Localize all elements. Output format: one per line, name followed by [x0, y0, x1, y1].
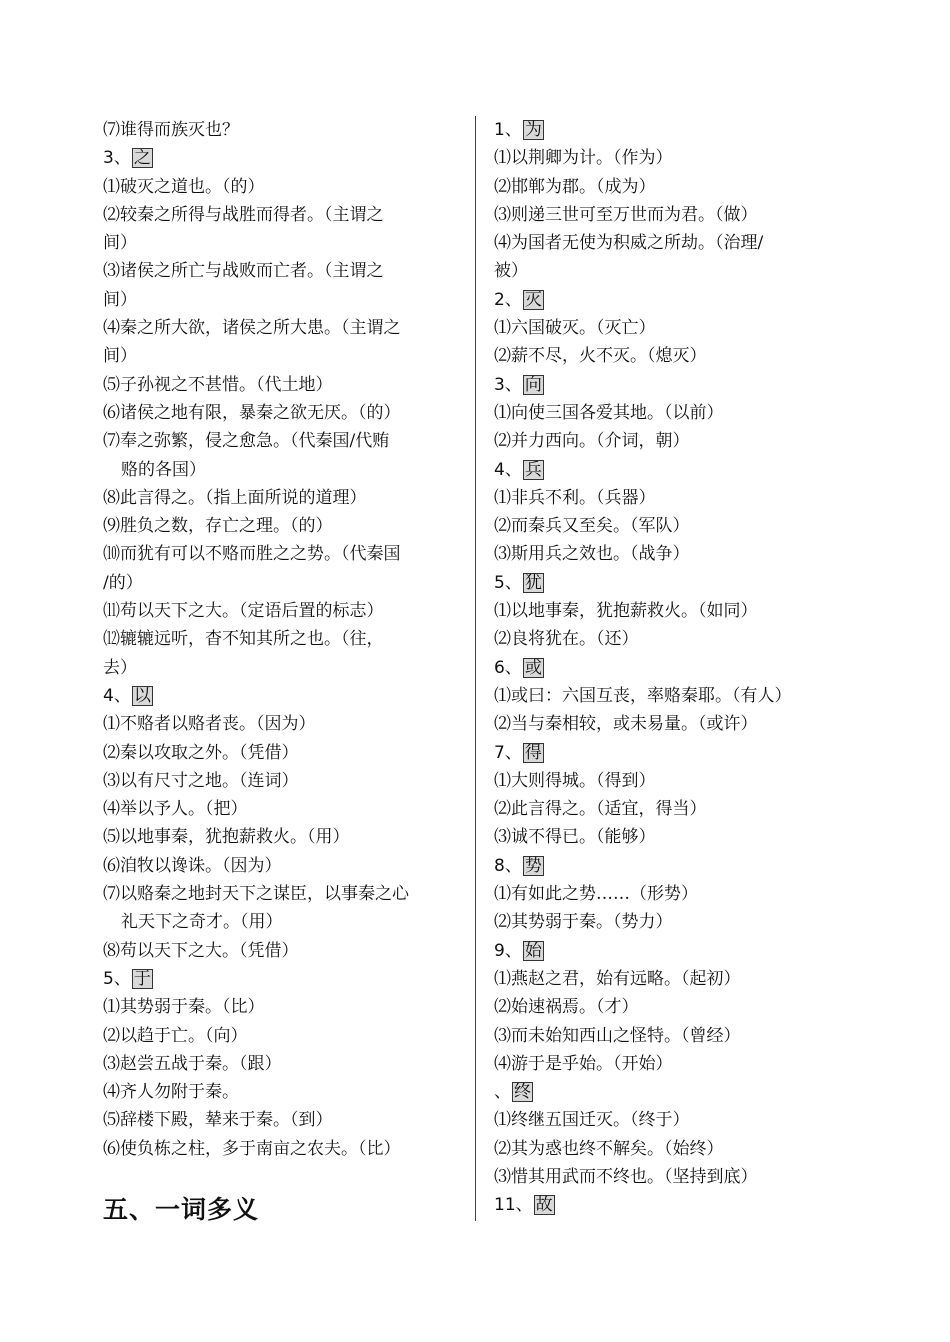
example-line: ⑵薪不尽，火不灭。（熄灭）: [494, 346, 707, 367]
example-continuation: 被）: [494, 261, 528, 282]
example-line: ⑽而犹有可以不赂而胜之之势。（代秦国: [103, 544, 401, 565]
word-heading: [103, 682, 458, 710]
heading-word: 得: [524, 742, 542, 763]
example-line: ⑹洎牧以谗诛。（因为）: [103, 855, 282, 876]
example-line: ⑹诸侯之地有限，暴秦之欲无厌。（的）: [103, 402, 401, 423]
example-continuation: 赂的各国）: [121, 459, 206, 480]
heading-number: 3、: [103, 148, 131, 169]
example-line: ⑴非兵不利。（兵器）: [494, 487, 656, 508]
example-line: ⑴或曰：六国互丧，率赂秦耶。（有人）: [494, 685, 792, 706]
example-continuation: 礼天下之奇才。（用）: [121, 912, 283, 933]
right-column: [494, 116, 854, 1220]
example-line: ⑴以荆卿为计。（作为）: [494, 148, 673, 169]
example-line: ⑴终继五国迁灭。（终于）: [494, 1110, 690, 1131]
example-line: ⑵秦以攻取之外。（凭借）: [103, 742, 299, 763]
example-line: ⑷游于是乎始。（开始）: [494, 1053, 673, 1074]
example-line: ⑵其为惑也终不解矣。（始终）: [494, 1138, 724, 1159]
example-line: ⑴向使三国各爱其地。（以前）: [494, 402, 724, 423]
example-continuation: 间）: [103, 289, 137, 310]
example-line: ⑾苟以天下之大。（定语后置的标志）: [103, 601, 384, 622]
example-line: ⑵当与秦相较，或未易量。（或许）: [494, 714, 758, 735]
word-heading: [103, 965, 458, 993]
word-heading: [494, 654, 854, 682]
example-line: ⑷为国者无使为积威之所劫。（治理/: [494, 233, 764, 254]
column-divider: [475, 116, 476, 1221]
example-line: ⑴有如此之势……（形势）: [494, 884, 698, 905]
heading-number: 11、: [494, 1195, 533, 1216]
example-line: ⑴燕赵之君，始有远略。（起初）: [494, 968, 741, 989]
example-line: ⑴破灭之道也。（的）: [103, 176, 265, 197]
heading-word: 兵: [524, 459, 542, 480]
example-continuation: 去）: [103, 657, 137, 678]
heading-number: 8、: [494, 855, 522, 876]
heading-number: 2、: [494, 289, 522, 310]
word-heading: [494, 371, 854, 399]
word-heading: [494, 1191, 854, 1219]
heading-word: 以: [133, 685, 151, 706]
example-line: ⑶以有尺寸之地。（连词）: [103, 770, 299, 791]
heading-word: 灭: [524, 289, 542, 310]
example-line: ⑶斯用兵之效也。（战争）: [494, 544, 690, 565]
example-line: ⑺奉之弥繁，侵之愈急。（代秦国/代贿: [103, 431, 390, 452]
example-line: ⑼胜负之数，存亡之理。（的）: [103, 516, 333, 537]
example-line: ⑷齐人勿附于秦。: [103, 1082, 239, 1103]
word-heading: [494, 937, 854, 965]
example-line: ⑴其势弱于秦。（比）: [103, 997, 265, 1018]
example-line: ⑶诸侯之所亡与战败而亡者。（主谓之: [103, 261, 384, 282]
example-line: ⑵以趋于亡。（向）: [103, 1025, 248, 1046]
heading-word: 势: [524, 855, 542, 876]
example-line: ⑵良将犹在。（还）: [494, 629, 639, 650]
example-continuation: 间）: [103, 346, 137, 367]
heading-number: 5、: [494, 572, 522, 593]
example-line: ⑴不赂者以赂者丧。（因为）: [103, 714, 316, 735]
heading-number: 4、: [494, 459, 522, 480]
heading-word: 于: [133, 968, 151, 989]
heading-word: 故: [535, 1195, 553, 1216]
example-line: ⑵邯郸为郡。（成为）: [494, 176, 656, 197]
word-heading: [494, 116, 854, 144]
example-continuation: 间）: [103, 233, 137, 254]
heading-number: 4、: [103, 685, 131, 706]
heading-word: 或: [524, 657, 542, 678]
word-heading: [494, 569, 854, 597]
example-line: ⑸辞楼下殿，辇来于秦。（到）: [103, 1110, 333, 1131]
heading-number: 3、: [494, 374, 522, 395]
section-title: 五、一词多义: [103, 1195, 260, 1224]
heading-word: 始: [524, 940, 542, 961]
example-line: ⑵而秦兵又至矣。（军队）: [494, 516, 690, 537]
heading-number: 9、: [494, 940, 522, 961]
example-line: ⑶赵尝五战于秦。（跟）: [103, 1053, 282, 1074]
example-line: ⑺谁得而族灭也？: [103, 120, 239, 140]
heading-word: 犹: [524, 572, 542, 593]
word-heading: [494, 1078, 854, 1106]
example-line: ⑻此言得之。（指上面所说的道理）: [103, 487, 367, 508]
heading-number: 6、: [494, 657, 522, 678]
word-heading: [494, 739, 854, 767]
example-line: ⑶诚不得已。（能够）: [494, 827, 656, 848]
example-line: ⑻苟以天下之大。（凭借）: [103, 940, 299, 961]
example-line: ⑺以赂秦之地封天下之谋臣，以事秦之心: [103, 884, 409, 905]
word-heading: [103, 144, 458, 172]
example-line: ⑵此言得之。（适宜，得当）: [494, 799, 707, 820]
heading-word: 之: [133, 148, 151, 169]
word-heading: [494, 456, 854, 484]
example-line: ⑵并力西向。（介词，朝）: [494, 431, 690, 452]
example-line: ⑸以地事秦，犹抱薪救火。（用）: [103, 827, 350, 848]
heading-number: 、: [494, 1082, 511, 1103]
example-line: ⑴六国破灭。（灭亡）: [494, 318, 656, 339]
example-line: ⑴以地事秦，犹抱薪救火。（如同）: [494, 601, 758, 622]
heading-number: 5、: [103, 968, 131, 989]
example-line: ⑶惜其用武而不终也。（坚持到底）: [494, 1166, 758, 1187]
word-heading: [494, 852, 854, 880]
example-line: ⑹使负栋之柱，多于南亩之农夫。（比）: [103, 1138, 401, 1159]
example-line: ⑵较秦之所得与战胜而得者。（主谓之: [103, 204, 384, 225]
example-continuation: /的）: [103, 572, 143, 593]
word-heading: [494, 286, 854, 314]
heading-number: 7、: [494, 742, 522, 763]
heading-word: 为: [524, 120, 542, 140]
example-line: ⑸子孙视之不甚惜。（代土地）: [103, 374, 333, 395]
example-line: ⑷秦之所大欲，诸侯之所大患。（主谓之: [103, 318, 401, 339]
left-column: [103, 116, 458, 1163]
example-line: ⑵始速祸焉。（才）: [494, 997, 639, 1018]
heading-word: 向: [524, 374, 542, 395]
example-line: ⑵其势弱于秦。（势力）: [494, 912, 673, 933]
example-line: ⑿辘辘远听，杳不知其所之也。（往，: [103, 629, 384, 650]
example-line: ⑶而未始知西山之怪特。（曾经）: [494, 1025, 741, 1046]
heading-word: 终: [514, 1082, 531, 1103]
example-line: ⑶则递三世可至万世而为君。（做）: [494, 204, 758, 225]
heading-number: 1、: [494, 120, 522, 140]
example-line: ⑷举以予人。（把）: [103, 799, 248, 820]
example-line: ⑴大则得城。（得到）: [494, 770, 656, 791]
